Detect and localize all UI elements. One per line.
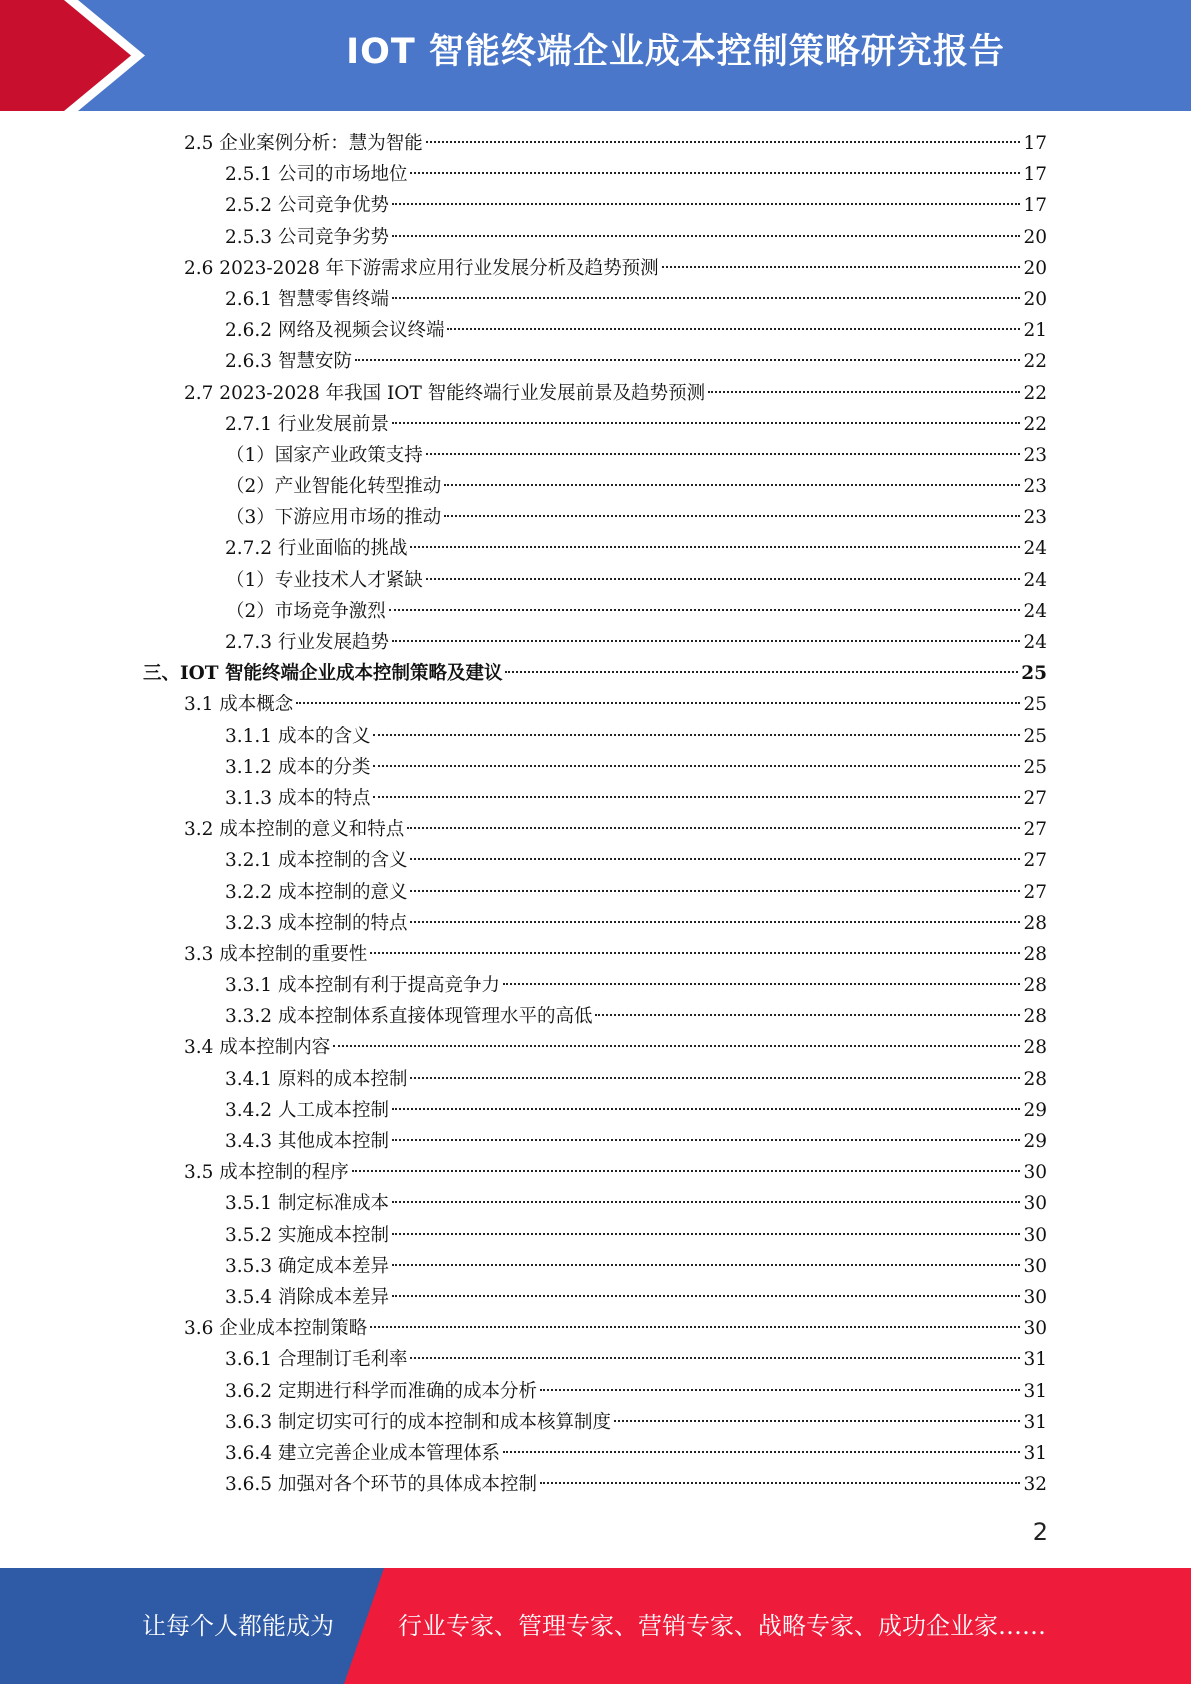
toc-entry-label: 2.6 2023-2028 年下游需求应用行业发展分析及趋势预测 — [184, 257, 659, 279]
toc-entry-page: 22 — [1023, 382, 1047, 404]
toc-entry-content — [225, 721, 1047, 752]
toc-entry-page: 27 — [1023, 850, 1047, 872]
toc-entry-content — [184, 1313, 1047, 1344]
toc-dot-leader — [373, 765, 1020, 767]
toc-dot-leader — [392, 203, 1020, 205]
toc-entry-label: 3.5.1 制定标准成本 — [225, 1193, 389, 1215]
toc-entry-label: 3.1.1 成本的含义 — [225, 725, 371, 747]
toc-entry-content — [225, 533, 1047, 564]
toc-entry[interactable] — [0, 1220, 1191, 1251]
toc-entry-content — [226, 440, 1047, 471]
toc-entry-label: 3.1.2 成本的分类 — [225, 756, 371, 778]
toc-dot-leader — [410, 921, 1020, 923]
toc-entry-page: 24 — [1023, 600, 1047, 622]
toc-entry-content — [225, 877, 1047, 908]
toc-entry-content — [184, 253, 1047, 284]
footer-slogan-right: 行业专家、管理专家、营销专家、战略专家、成功企业家…… — [398, 1612, 1046, 1640]
toc-entry-label: 3.4.1 原料的成本控制 — [225, 1068, 408, 1090]
toc-entry-content — [184, 1157, 1047, 1188]
toc-entry-label: 2.5 企业案例分析：慧为智能 — [184, 133, 423, 154]
toc-entry-content — [225, 1469, 1047, 1500]
toc-entry-page: 31 — [1023, 1349, 1047, 1371]
toc-entry-content — [225, 1188, 1047, 1219]
toc-entry[interactable] — [0, 658, 1191, 689]
toc-entry-page: 31 — [1023, 1442, 1047, 1464]
toc-entry-content — [225, 222, 1047, 253]
toc-entry[interactable] — [0, 471, 1191, 502]
toc-entry-content — [225, 752, 1047, 783]
toc-entry-content — [225, 1438, 1047, 1469]
toc-entry[interactable] — [0, 783, 1191, 814]
toc-entry-label: 2.5.1 公司的市场地位 — [225, 164, 408, 186]
toc-entry-content — [225, 1095, 1047, 1126]
toc-entry-content — [184, 378, 1047, 409]
toc-entry-content — [184, 939, 1047, 970]
toc-entry[interactable] — [0, 502, 1191, 533]
toc-entry-page: 29 — [1023, 1099, 1047, 1121]
toc-entry[interactable] — [0, 128, 1191, 159]
toc-entry-label: 3.6 企业成本控制策略 — [184, 1318, 368, 1340]
toc-dot-leader — [614, 1420, 1020, 1422]
toc-dot-leader — [389, 609, 1021, 611]
toc-entry-content — [225, 970, 1047, 1001]
toc-entry[interactable] — [0, 1157, 1191, 1188]
toc-entry-content — [184, 1032, 1047, 1063]
toc-dot-leader — [426, 578, 1021, 580]
toc-entry-page: 28 — [1023, 1006, 1047, 1028]
toc-entry-page: 28 — [1023, 1068, 1047, 1090]
toc-entry[interactable] — [0, 190, 1191, 221]
toc-dot-leader — [410, 890, 1020, 892]
toc-dot-leader — [595, 1014, 1020, 1016]
toc-dot-leader — [503, 1451, 1020, 1453]
toc-entry[interactable] — [0, 1064, 1191, 1095]
toc-entry-content — [225, 315, 1047, 346]
toc-entry-label: 3.6.3 制定切实可行的成本控制和成本核算制度 — [225, 1411, 611, 1433]
toc-dot-leader — [333, 1045, 1020, 1047]
toc-entry-page: 28 — [1023, 912, 1047, 934]
toc-entry-label: 3.5.2 实施成本控制 — [225, 1224, 389, 1246]
toc-entry-page: 20 — [1023, 257, 1047, 279]
toc-entry-page: 27 — [1023, 819, 1047, 841]
toc-dot-leader — [410, 1077, 1020, 1079]
toc-dot-leader — [392, 1233, 1020, 1235]
toc-entry-page: 24 — [1023, 538, 1047, 560]
toc-entry-page: 23 — [1023, 507, 1047, 529]
toc-entry-label: 3.5.3 确定成本差异 — [225, 1255, 389, 1277]
toc-entry-label: （1）国家产业政策支持 — [226, 444, 423, 466]
toc-entry[interactable] — [0, 284, 1191, 315]
toc-entry[interactable] — [0, 1407, 1191, 1438]
toc-entry-page: 25 — [1023, 725, 1047, 747]
toc-entry-label: 3.2 成本控制的意义和特点 — [184, 819, 405, 841]
toc-entry-content — [225, 1126, 1047, 1157]
toc-entry-page: 17 — [1023, 164, 1047, 186]
toc-entry-page: 27 — [1023, 787, 1047, 809]
toc-entry[interactable] — [0, 1251, 1191, 1282]
toc-entry-label: 3.3 成本控制的重要性 — [184, 943, 368, 965]
toc-dot-leader — [392, 1295, 1020, 1297]
toc-entry-label: 3.2.2 成本控制的意义 — [225, 881, 408, 903]
toc-entry-content — [225, 159, 1047, 190]
toc-entry[interactable] — [0, 222, 1191, 253]
toc-dot-leader — [352, 1170, 1021, 1172]
toc-entry-content — [225, 908, 1047, 939]
toc-entry-content — [143, 658, 1047, 689]
toc-entry-label: 3.6.2 定期进行科学而准确的成本分析 — [225, 1380, 537, 1402]
toc-dot-leader — [392, 1139, 1020, 1141]
toc-entry-label: 3.2.1 成本控制的含义 — [225, 850, 408, 872]
toc-dot-leader — [410, 858, 1020, 860]
toc-entry-content — [225, 346, 1047, 377]
toc-entry-label: 3.6.5 加强对各个环节的具体成本控制 — [225, 1474, 537, 1496]
toc-dot-leader — [407, 827, 1020, 829]
toc-entry[interactable] — [0, 409, 1191, 440]
toc-entry-page: 31 — [1023, 1411, 1047, 1433]
toc-entry[interactable] — [0, 1376, 1191, 1407]
toc-dot-leader — [392, 1201, 1020, 1203]
toc-entry-label: 2.6.3 智慧安防 — [225, 351, 352, 373]
toc-entry-page: 24 — [1023, 632, 1047, 653]
toc-entry-label: 3.6.1 合理制订毛利率 — [225, 1349, 408, 1371]
toc-entry-page: 21 — [1023, 320, 1047, 342]
toc-entry[interactable] — [0, 346, 1191, 377]
toc-entry-page: 30 — [1023, 1318, 1047, 1340]
toc-entry-content — [226, 471, 1047, 502]
toc-entry-page: 22 — [1023, 413, 1047, 435]
toc-dot-leader — [410, 172, 1020, 174]
toc-entry-content — [225, 1344, 1047, 1375]
toc-entry-label: 3.5 成本控制的程序 — [184, 1162, 349, 1184]
toc-entry[interactable] — [0, 159, 1191, 190]
document-title: IOT 智能终端企业成本控制策略研究报告 — [346, 32, 1005, 72]
toc-entry-content — [184, 128, 1047, 159]
toc-entry-page: 27 — [1023, 881, 1047, 903]
toc-entry-label: 2.5.3 公司竞争劣势 — [225, 226, 389, 248]
toc-dot-leader — [708, 391, 1020, 393]
toc-dot-leader — [392, 640, 1020, 642]
table-of-contents — [0, 128, 1191, 1500]
toc-entry[interactable] — [0, 253, 1191, 284]
toc-entry-content — [225, 1407, 1047, 1438]
toc-entry[interactable] — [0, 970, 1191, 1001]
toc-entry[interactable] — [0, 1095, 1191, 1126]
toc-entry[interactable] — [0, 689, 1191, 720]
toc-entry-content — [225, 1220, 1047, 1251]
toc-entry-page: 24 — [1023, 569, 1047, 591]
toc-entry-page: 23 — [1023, 444, 1047, 466]
page-header — [0, 0, 1191, 111]
toc-entry-page: 29 — [1023, 1131, 1047, 1152]
toc-entry-page: 23 — [1023, 476, 1047, 498]
toc-entry[interactable] — [0, 1032, 1191, 1063]
toc-entry-content — [184, 814, 1047, 845]
toc-entry[interactable] — [0, 752, 1191, 783]
toc-entry-page: 25 — [1021, 663, 1047, 685]
toc-entry-label: 3.3.2 成本控制体系直接体现管理水平的高低 — [225, 1006, 593, 1028]
toc-dot-leader — [392, 297, 1020, 299]
toc-entry[interactable] — [0, 565, 1191, 596]
toc-entry[interactable] — [0, 1469, 1191, 1500]
toc-entry-label: 2.7.1 行业发展前景 — [225, 413, 389, 435]
toc-entry-page: 30 — [1023, 1255, 1047, 1277]
toc-dot-leader — [355, 359, 1021, 361]
toc-entry-label: 2.6.2 网络及视频会议终端 — [225, 320, 445, 342]
toc-entry-page: 30 — [1023, 1193, 1047, 1215]
toc-entry-page: 31 — [1023, 1380, 1047, 1402]
toc-entry-page: 20 — [1023, 226, 1047, 248]
toc-dot-leader — [662, 266, 1021, 268]
toc-entry[interactable] — [0, 1001, 1191, 1032]
toc-dot-leader — [373, 734, 1020, 736]
toc-entry-label: （1）专业技术人才紧缺 — [226, 569, 423, 591]
toc-dot-leader — [410, 1357, 1020, 1359]
toc-entry-content — [225, 1251, 1047, 1282]
toc-entry-label: 3.6.4 建立完善企业成本管理体系 — [225, 1442, 500, 1464]
toc-entry[interactable] — [0, 1344, 1191, 1375]
toc-entry-page: 22 — [1023, 351, 1047, 373]
footer-slogan-left: 让每个人都能成为 — [142, 1612, 334, 1640]
toc-dot-leader — [426, 453, 1021, 455]
toc-entry[interactable] — [0, 533, 1191, 564]
toc-entry-label: 2.5.2 公司竞争优势 — [225, 195, 389, 217]
toc-dot-leader — [503, 983, 1020, 985]
toc-entry-label: （2）市场竞争激烈 — [226, 600, 386, 622]
toc-entry-content — [226, 565, 1047, 596]
toc-dot-leader — [296, 702, 1020, 704]
toc-entry-page: 30 — [1023, 1286, 1047, 1308]
toc-entry-content — [225, 1001, 1047, 1032]
toc-entry-label: 2.6.1 智慧零售终端 — [225, 288, 389, 310]
toc-dot-leader — [392, 1108, 1020, 1110]
toc-entry[interactable] — [0, 1313, 1191, 1344]
toc-entry[interactable] — [0, 1282, 1191, 1313]
toc-entry-content — [225, 190, 1047, 221]
toc-entry[interactable] — [0, 1126, 1191, 1157]
toc-dot-leader — [392, 422, 1020, 424]
toc-dot-leader — [444, 484, 1020, 486]
toc-entry-label: 2.7.2 行业面临的挑战 — [225, 538, 408, 560]
toc-entry-content — [225, 783, 1047, 814]
toc-dot-leader — [540, 1482, 1020, 1484]
toc-entry[interactable] — [0, 627, 1191, 658]
toc-entry-page: 30 — [1023, 1224, 1047, 1246]
toc-entry[interactable] — [0, 1188, 1191, 1219]
toc-entry-content — [225, 284, 1047, 315]
toc-entry-content — [225, 409, 1047, 440]
toc-entry-label: 2.7.3 行业发展趋势 — [225, 632, 389, 653]
page-number: 2 — [1032, 1518, 1048, 1546]
page-footer — [0, 1568, 1191, 1684]
toc-entry[interactable] — [0, 378, 1191, 409]
toc-dot-leader — [370, 1326, 1020, 1328]
toc-entry-content — [225, 1282, 1047, 1313]
toc-entry[interactable] — [0, 814, 1191, 845]
toc-entry-content — [226, 596, 1047, 627]
toc-entry-page: 28 — [1023, 943, 1047, 965]
toc-entry[interactable] — [0, 315, 1191, 346]
toc-entry-page: 30 — [1023, 1162, 1047, 1184]
toc-entry-label: 3.2.3 成本控制的特点 — [225, 912, 408, 934]
toc-entry-label: 3.4.2 人工成本控制 — [225, 1099, 389, 1121]
toc-entry-content — [184, 689, 1047, 720]
toc-dot-leader — [410, 546, 1020, 548]
toc-entry-label: 3.1 成本概念 — [184, 694, 294, 716]
toc-dot-leader — [447, 328, 1020, 330]
toc-entry-label: 3.4 成本控制内容 — [184, 1037, 331, 1059]
toc-entry[interactable] — [0, 440, 1191, 471]
toc-entry[interactable] — [0, 596, 1191, 627]
toc-dot-leader — [373, 796, 1020, 798]
toc-entry[interactable] — [0, 939, 1191, 970]
toc-entry-label: 3.4.3 其他成本控制 — [225, 1131, 389, 1152]
toc-dot-leader — [392, 235, 1020, 237]
toc-entry-label: （3）下游应用市场的推动 — [226, 507, 442, 529]
toc-dot-leader — [444, 515, 1020, 517]
toc-entry-content — [226, 502, 1047, 533]
toc-entry-page: 25 — [1023, 756, 1047, 778]
toc-dot-leader — [370, 952, 1020, 954]
toc-entry-page: 17 — [1023, 133, 1047, 154]
toc-entry-label: 三、IOT 智能终端企业成本控制策略及建议 — [143, 663, 503, 685]
toc-entry-page: 32 — [1023, 1474, 1047, 1496]
toc-entry-page: 28 — [1023, 975, 1047, 997]
toc-entry-content — [225, 845, 1047, 876]
toc-dot-leader — [505, 671, 1018, 673]
toc-entry[interactable] — [0, 1438, 1191, 1469]
toc-entry[interactable] — [0, 908, 1191, 939]
toc-entry-page: 17 — [1023, 195, 1047, 217]
toc-entry-content — [225, 1376, 1047, 1407]
toc-dot-leader — [392, 1264, 1020, 1266]
toc-entry[interactable] — [0, 845, 1191, 876]
toc-entry-page: 20 — [1023, 288, 1047, 310]
toc-entry-page: 25 — [1023, 694, 1047, 716]
toc-entry[interactable] — [0, 877, 1191, 908]
toc-entry-content — [225, 627, 1047, 658]
toc-dot-leader — [540, 1389, 1020, 1391]
toc-entry-label: 3.1.3 成本的特点 — [225, 787, 371, 809]
toc-entry-label: 3.5.4 消除成本差异 — [225, 1286, 389, 1308]
toc-entry[interactable] — [0, 721, 1191, 752]
toc-entry-label: 2.7 2023-2028 年我国 IOT 智能终端行业发展前景及趋势预测 — [184, 382, 706, 404]
toc-entry-content — [225, 1064, 1047, 1095]
toc-entry-label: 3.3.1 成本控制有利于提高竞争力 — [225, 975, 500, 997]
toc-entry-label: （2）产业智能化转型推动 — [226, 476, 442, 498]
toc-entry-page: 28 — [1023, 1037, 1047, 1059]
toc-dot-leader — [426, 141, 1021, 143]
